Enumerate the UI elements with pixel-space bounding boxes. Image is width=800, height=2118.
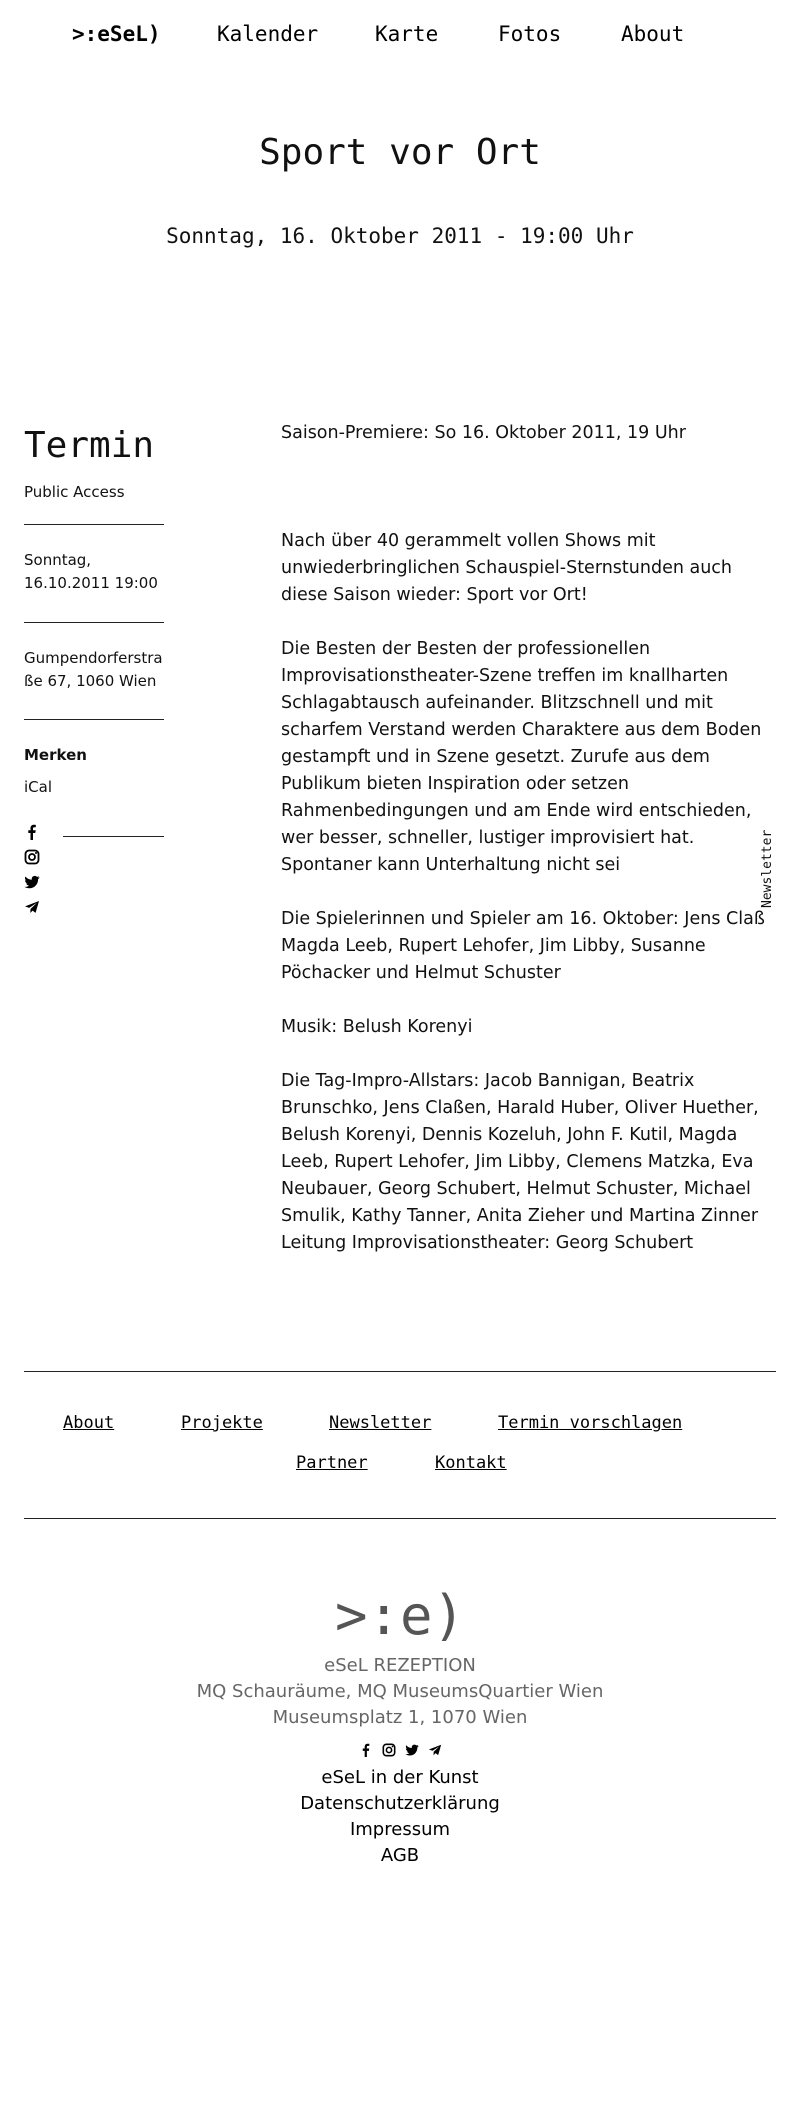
event-sidebar bbox=[24, 424, 164, 796]
footer-legal-links bbox=[0, 1765, 800, 1869]
telegram-icon[interactable] bbox=[24, 899, 40, 915]
share-icons bbox=[24, 824, 44, 924]
sidebar-title: Termin bbox=[24, 425, 155, 466]
newsletter-tab[interactable]: Newsletter bbox=[760, 829, 775, 908]
footer-link-agb[interactable]: AGB bbox=[380, 1845, 420, 1866]
footer-street: Museumsplatz 1, 1070 Wien bbox=[272, 1707, 528, 1728]
footer-link-kontakt[interactable]: Kontakt bbox=[435, 1453, 507, 1473]
sidebar-date-line2: 16.10.2011 19:00 bbox=[24, 574, 158, 592]
footer-link-partner[interactable]: Partner bbox=[296, 1453, 368, 1473]
divider bbox=[24, 622, 164, 623]
sidebar-address-line1: Gumpendorferstra bbox=[24, 649, 163, 667]
divider bbox=[24, 719, 164, 720]
nav-kalender[interactable]: Kalender bbox=[217, 22, 319, 46]
facebook-icon[interactable] bbox=[24, 824, 40, 840]
nav-about[interactable]: About bbox=[621, 22, 685, 46]
event-datetime: Sonntag, 16. Oktober 2011 - 19:00 Uhr bbox=[166, 224, 634, 248]
site-logo[interactable]: >:eSeL) bbox=[72, 22, 161, 46]
nav-fotos[interactable]: Fotos bbox=[498, 22, 562, 46]
footer-venue: MQ Schauräume, MQ MuseumsQuartier Wien bbox=[196, 1681, 604, 1702]
site-footer bbox=[0, 1584, 800, 1869]
twitter-icon[interactable] bbox=[24, 874, 40, 890]
twitter-icon[interactable] bbox=[405, 1743, 419, 1757]
footer-logo: >:e) bbox=[334, 1584, 466, 1647]
footer-link-termin-vorschlagen[interactable]: Termin vorschlagen bbox=[498, 1413, 683, 1433]
footer-link-projekte[interactable]: Projekte bbox=[181, 1413, 263, 1433]
instagram-icon[interactable] bbox=[24, 849, 40, 865]
description-paragraph: Die Besten der Besten der professionellen Improvisationstheater-Szene treffen im knallharten Schlagabtausch aufeinander. Blitzschnell und mit scharfem Verstand werden Charaktere aus dem Boden gestampft und in Szene gesetzt. Zurufe aus dem Publikum bieten Inspiration oder setzen Rahmenbedingungen und am Ende wird entschieden, wer besser, schneller, lustiger improvisiert hat. Spontaner kann Unterhaltung nicht sei bbox=[281, 639, 762, 875]
players-paragraph: Die Spielerinnen und Spieler am 16. Oktober: Jens Claß Magda Leeb, Rupert Lehofer, Jim Libby, Susanne Pöchacker und Helmut Schuster bbox=[281, 909, 765, 983]
share-divider bbox=[63, 836, 164, 837]
footer-social-icons bbox=[0, 1743, 800, 1757]
divider bbox=[24, 1518, 776, 1519]
footer-link-newsletter[interactable]: Newsletter bbox=[329, 1413, 432, 1433]
telegram-icon[interactable] bbox=[428, 1743, 442, 1757]
description-paragraph: Nach über 40 gerammelt vollen Shows mit unwiederbringlichen Schauspiel-Sternstunden auch diese Saison wieder: Sport vor Ort! bbox=[281, 531, 733, 605]
nav-karte[interactable]: Karte bbox=[375, 22, 439, 46]
divider bbox=[24, 524, 164, 525]
allstars-paragraph: Die Tag-Impro-Allstars: Jacob Bannigan, Beatrix Brunschko, Jens Claßen, Harald Huber, Oliver Huether, Belush Korenyi, Dennis Kozeluh, John F. Kutil, Magda Leeb, Rupert Lehofer, Jim Libby, Clemens Matzka, Eva Neubauer, Georg Schubert, Helmut Schuster, Michael Smulik, Kathy Tanner, Anita Zieher und Martina Zinner Leitung Improvisationstheater: Georg Schubert bbox=[281, 1071, 759, 1253]
footer-link-impressum[interactable]: Impressum bbox=[349, 1819, 451, 1840]
merken-label: Merken bbox=[24, 746, 87, 764]
sidebar-date bbox=[24, 549, 164, 595]
top-navigation bbox=[0, 22, 800, 52]
footer-org-name: eSeL REZEPTION bbox=[324, 1655, 476, 1676]
footer-link-datenschutz[interactable]: Datenschutzerklärung bbox=[300, 1793, 500, 1814]
music-paragraph: Musik: Belush Korenyi bbox=[281, 1017, 473, 1037]
footer-link-about[interactable]: About bbox=[63, 1413, 115, 1433]
sidebar-address-line2: ße 67, 1060 Wien bbox=[24, 672, 157, 690]
instagram-icon[interactable] bbox=[382, 1743, 396, 1757]
event-category: Public Access bbox=[24, 483, 125, 501]
footer-link-esel-in-der-kunst[interactable]: eSeL in der Kunst bbox=[321, 1767, 479, 1788]
event-title: Sport vor Ort bbox=[259, 132, 541, 173]
sidebar-address bbox=[24, 647, 164, 693]
premiere-text: Saison-Premiere: So 16. Oktober 2011, 19 Uhr bbox=[281, 423, 686, 443]
ical-link[interactable]: iCal bbox=[24, 778, 53, 796]
facebook-icon[interactable] bbox=[359, 1743, 373, 1757]
sidebar-date-line1: Sonntag, bbox=[24, 551, 92, 569]
event-description bbox=[281, 420, 777, 1257]
divider bbox=[24, 1371, 776, 1372]
